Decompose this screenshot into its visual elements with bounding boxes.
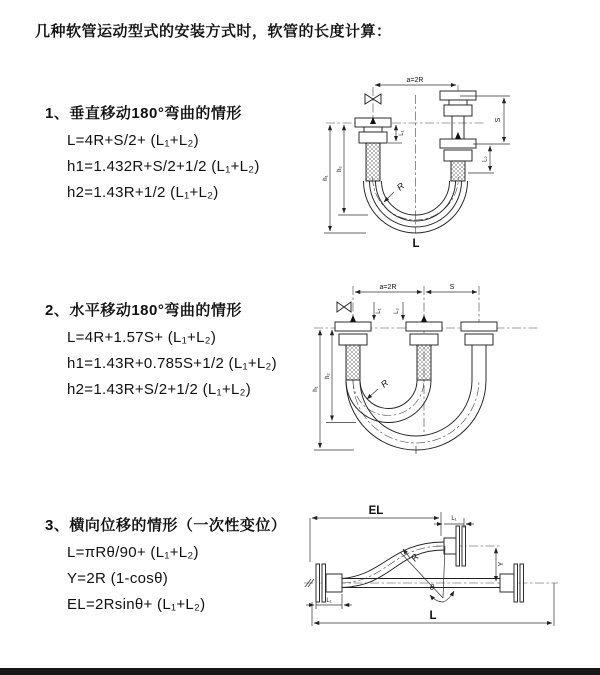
diagram-lateral-displacement bbox=[296, 498, 592, 648]
radius-label: R bbox=[394, 180, 407, 193]
dim-label-h2: h₂ bbox=[337, 166, 343, 172]
page-title: 几种软管运动型式的安装方式时，软管的长度计算： bbox=[35, 23, 392, 40]
flow-arrow-icon bbox=[350, 315, 356, 322]
dim-label-l1-bottom: L₁ bbox=[326, 598, 332, 604]
section-1 bbox=[45, 102, 315, 201]
dim-label-h1: h₁ bbox=[313, 386, 319, 392]
bottom-bar bbox=[0, 668, 600, 675]
formula-L: L=πRθ/90+ (L₁+L₂) bbox=[67, 544, 199, 561]
section-2-heading: 2、水平移动180°弯曲的情形 bbox=[45, 302, 242, 319]
hose-and-fittings bbox=[335, 302, 497, 454]
section-3-heading: 3、横向位移的情形（一次性变位） bbox=[45, 517, 287, 534]
formula-EL: EL=2Rsinθ+ (L₁+L₂) bbox=[67, 596, 206, 613]
dim-label-span: a=2R bbox=[379, 284, 397, 291]
dim-label-s: S bbox=[449, 284, 455, 291]
formula-h2: h2=1.43R+1/2 (L₁+L₂) bbox=[67, 184, 219, 201]
dim-label-span: a=2R bbox=[406, 77, 424, 84]
dim-label-l1: L₁ bbox=[399, 130, 405, 136]
dim-label-el: EL bbox=[368, 505, 384, 517]
angle-label: θ bbox=[429, 583, 435, 592]
dim-label-y: Y bbox=[498, 561, 505, 567]
dim-label-l1-top: L₁ bbox=[451, 516, 457, 522]
dim-label-s: S bbox=[495, 117, 502, 123]
section-1-heading: 1、垂直移动180°弯曲的情形 bbox=[45, 105, 242, 122]
dimensions bbox=[323, 77, 510, 250]
length-label: L bbox=[429, 610, 437, 622]
valve-icon bbox=[337, 302, 351, 312]
radius-label: R bbox=[408, 551, 421, 564]
dim-label-l2: L₂ bbox=[394, 308, 400, 314]
formula-h1: h1=1.43R+0.785S+1/2 (L₁+L₂) bbox=[67, 355, 277, 372]
formula-h1: h1=1.432R+S/2+1/2 (L₁+L₂) bbox=[67, 158, 260, 175]
length-label: L bbox=[412, 238, 420, 250]
radius-label: R bbox=[378, 377, 391, 390]
hose-and-fittings bbox=[316, 526, 524, 602]
section-2 bbox=[45, 299, 315, 398]
formula-h2: h2=1.43R+S/2+1/2 (L₁+L₂) bbox=[67, 381, 252, 398]
dim-label-l2: L₂ bbox=[482, 156, 489, 162]
dim-label-h2: h₂ bbox=[325, 373, 331, 379]
dimensions bbox=[313, 284, 477, 450]
formula-L: L=4R+1.57S+ (L₁+L₂) bbox=[67, 329, 217, 346]
flow-arrow-icon bbox=[421, 315, 427, 322]
diagram-horizontal-180-bend bbox=[306, 282, 590, 464]
dim-label-l1: L₁ bbox=[376, 308, 382, 314]
dim-label-h1: h₁ bbox=[323, 175, 329, 181]
formula-Y: Y=2R (1-cosθ) bbox=[67, 570, 169, 587]
diagram-vertical-180-bend bbox=[308, 73, 590, 255]
section-3 bbox=[45, 514, 315, 613]
flow-arrow-icon bbox=[455, 132, 461, 139]
formula-L: L=4R+S/2+ (L₁+L₂) bbox=[67, 132, 199, 149]
